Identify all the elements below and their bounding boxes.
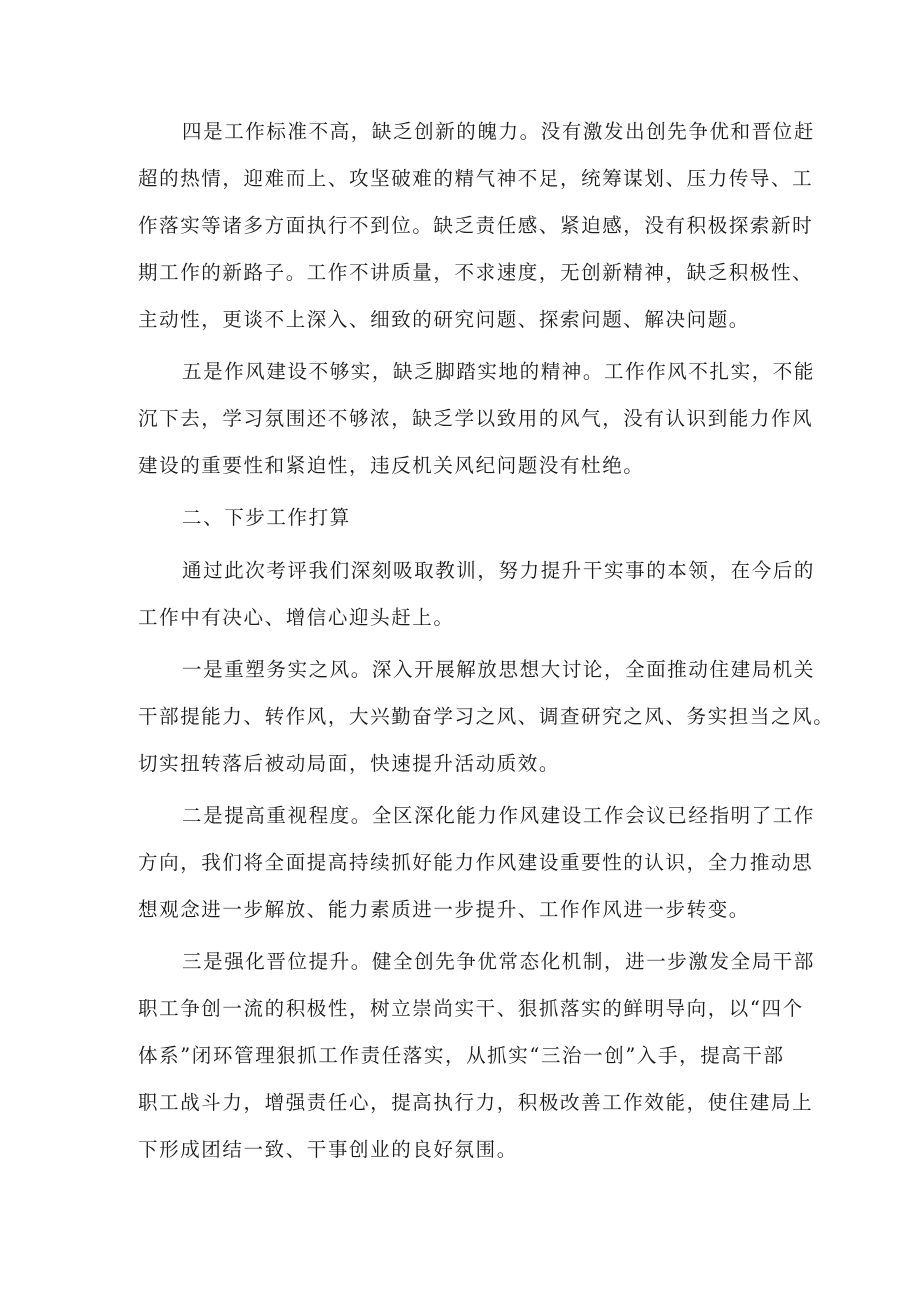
paragraph-intro-line-1: 通过此次考评我们深刻吸取教训，努力提升干实事的本领，在今后的 <box>182 559 816 582</box>
paragraph-b-line-2: 方向，我们将全面提高持续抓好能力作风建设重要性的认识，全力推动思 <box>138 851 814 874</box>
paragraph-4-line-3: 作落实等诸多方面执行不到位。缺乏责任感、紧迫感，没有积极探索新时 <box>138 214 814 237</box>
paragraph-c-line-3: 体系”闭环管理狠抓工作责任落实，从抓实“三治一创”入手，提高干部 <box>138 1044 785 1067</box>
paragraph-5-line-2: 沉下去，学习氛围还不够浓，缺乏学以致用的风气，没有认识到能力作风 <box>138 407 814 430</box>
paragraph-5-line-3: 建设的重要性和紧迫性，违反机关风纪问题没有杜绝。 <box>138 454 645 477</box>
paragraph-c-line-5: 下形成团结一致、干事创业的良好氛围。 <box>138 1138 518 1161</box>
paragraph-c-line-1: 三是强化晋位提升。健全创先争优常态化机制，进一步激发全局干部 <box>182 950 816 973</box>
paragraph-4-line-4: 期工作的新路子。工作不讲质量，不求速度，无创新精神，缺乏积极性、 <box>138 261 814 284</box>
section-heading: 二、下步工作打算 <box>182 506 351 529</box>
paragraph-c-line-4: 职工战斗力，增强责任心，提高执行力，积极改善工作效能，使住建局上 <box>138 1091 814 1114</box>
paragraph-a-line-1: 一是重塑务实之风。深入开展解放思想大讨论，全面推动住建局机关 <box>182 658 816 681</box>
paragraph-4-line-5: 主动性，更谈不上深入、细致的研究问题、探索问题、解决问题。 <box>138 308 750 331</box>
paragraph-b-line-3: 想观念进一步解放、能力素质进一步提升、工作作风进一步转变。 <box>138 898 750 921</box>
paragraph-c-line-2: 职工争创一流的积极性，树立崇尚实干、狠抓落实的鲜明导向，以“四个 <box>138 997 804 1020</box>
paragraph-4-line-1: 四是工作标准不高，缺乏创新的魄力。没有激发出创先争优和晋位赶 <box>182 120 816 143</box>
paragraph-4-line-2: 超的热情，迎难而上、攻坚破难的精气神不足，统筹谋划、压力传导、工 <box>138 167 814 190</box>
paragraph-5-line-1: 五是作风建设不够实，缺乏脚踏实地的精神。工作作风不扎实，不能 <box>182 360 816 383</box>
paragraph-a-line-2: 干部提能力、转作风，大兴勤奋学习之风、调查研究之风、务实担当之风。 <box>138 705 835 728</box>
paragraph-a-line-3: 切实扭转落后被动局面，快速提升活动质效。 <box>138 752 561 775</box>
paragraph-b-line-1: 二是提高重视程度。全区深化能力作风建设工作会议已经指明了工作 <box>182 804 816 827</box>
paragraph-intro-line-2: 工作中有决心、增信心迎头赶上。 <box>138 606 455 629</box>
